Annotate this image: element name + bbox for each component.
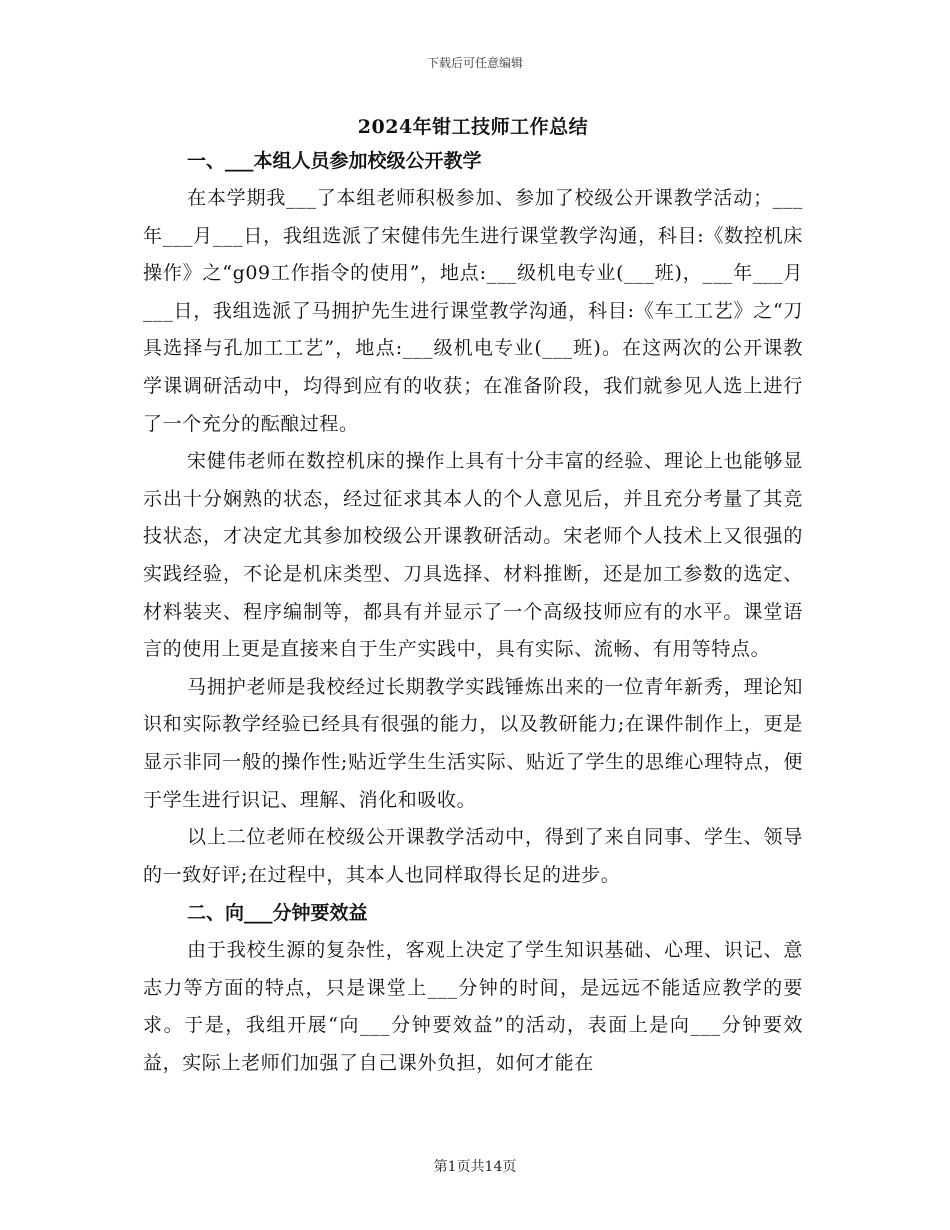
section-heading-2: 二、向___分钟要效益 <box>187 902 368 925</box>
paragraph: 由于我校生源的复杂性，客观上决定了学生知识基础、心理、识记、意志力等方面的特点，只是课堂上___分钟的时间，是远远不能适应教学的要求。于是，我组开展“向___分钟要效益”的活动，表面上是向___分钟要效益，实际上老师们加强了自己课外负担，如何才能在 <box>143 939 803 1075</box>
paragraph: 以上二位老师在校级公开课教学活动中，得到了来自同事、学生、领导的一致好评;在过程中，其本人也同样取得长足的进步。 <box>143 826 803 886</box>
section-heading-1: 一、___本组人员参加校级公开教学 <box>187 150 482 172</box>
paragraph: 宋健伟老师在数控机床的操作上具有十分丰富的经验、理论上也能够显示出十分娴熟的状态，经过征求其本人的个人意见后，并且充分考量了其竞技状态，才决定尤其参加校级公开课教研活动。宋老师个人技术上又很强的实践经验，不论是机床类型、刀具选择、材料推断，还是加工参数的选定、材料装夹、程序编制等，都具有并显示了一个高级技师应有的水平。课堂语言的使用上更是直接来自于生产实践中，具有实际、流畅、有用等特点。 <box>143 450 803 661</box>
paragraph: 在本学期我___了本组老师积极参加、参加了校级公开课教学活动；___年___月___日，我组选派了宋健伟先生进行课堂教学沟通，科目:《数控机床操作》之“g09工作指令的使用”，地点:___级机电专业(___班)，___年___月___日，我组选派了马拥护先生进行课堂教学沟通，科目:《车工工艺》之“刀具选择与孔加工工艺”，地点:___级机电专业(___班)。在这两次的公开课教学课调研活动中，均得到应有的收获；在准备阶段，我们就参见人选上进行了一个充分的酝酿过程。 <box>143 187 803 435</box>
paragraph: 马拥护老师是我校经过长期教学实践锤炼出来的一位青年新秀，理论知识和实际教学经验已经具有很强的能力，以及教研能力;在课件制作上，更是显示非同一般的操作性;贴近学生生活实际、贴近了学生的思维心理特点，便于学生进行识记、理解、消化和吸收。 <box>143 675 803 811</box>
document-body <box>143 112 803 1083</box>
header-note: 下载后可任意编辑 <box>426 56 523 70</box>
document-title: 2024年钳工技师工作总结 <box>357 116 589 138</box>
page-number: 第1页共14页 <box>433 1159 517 1175</box>
